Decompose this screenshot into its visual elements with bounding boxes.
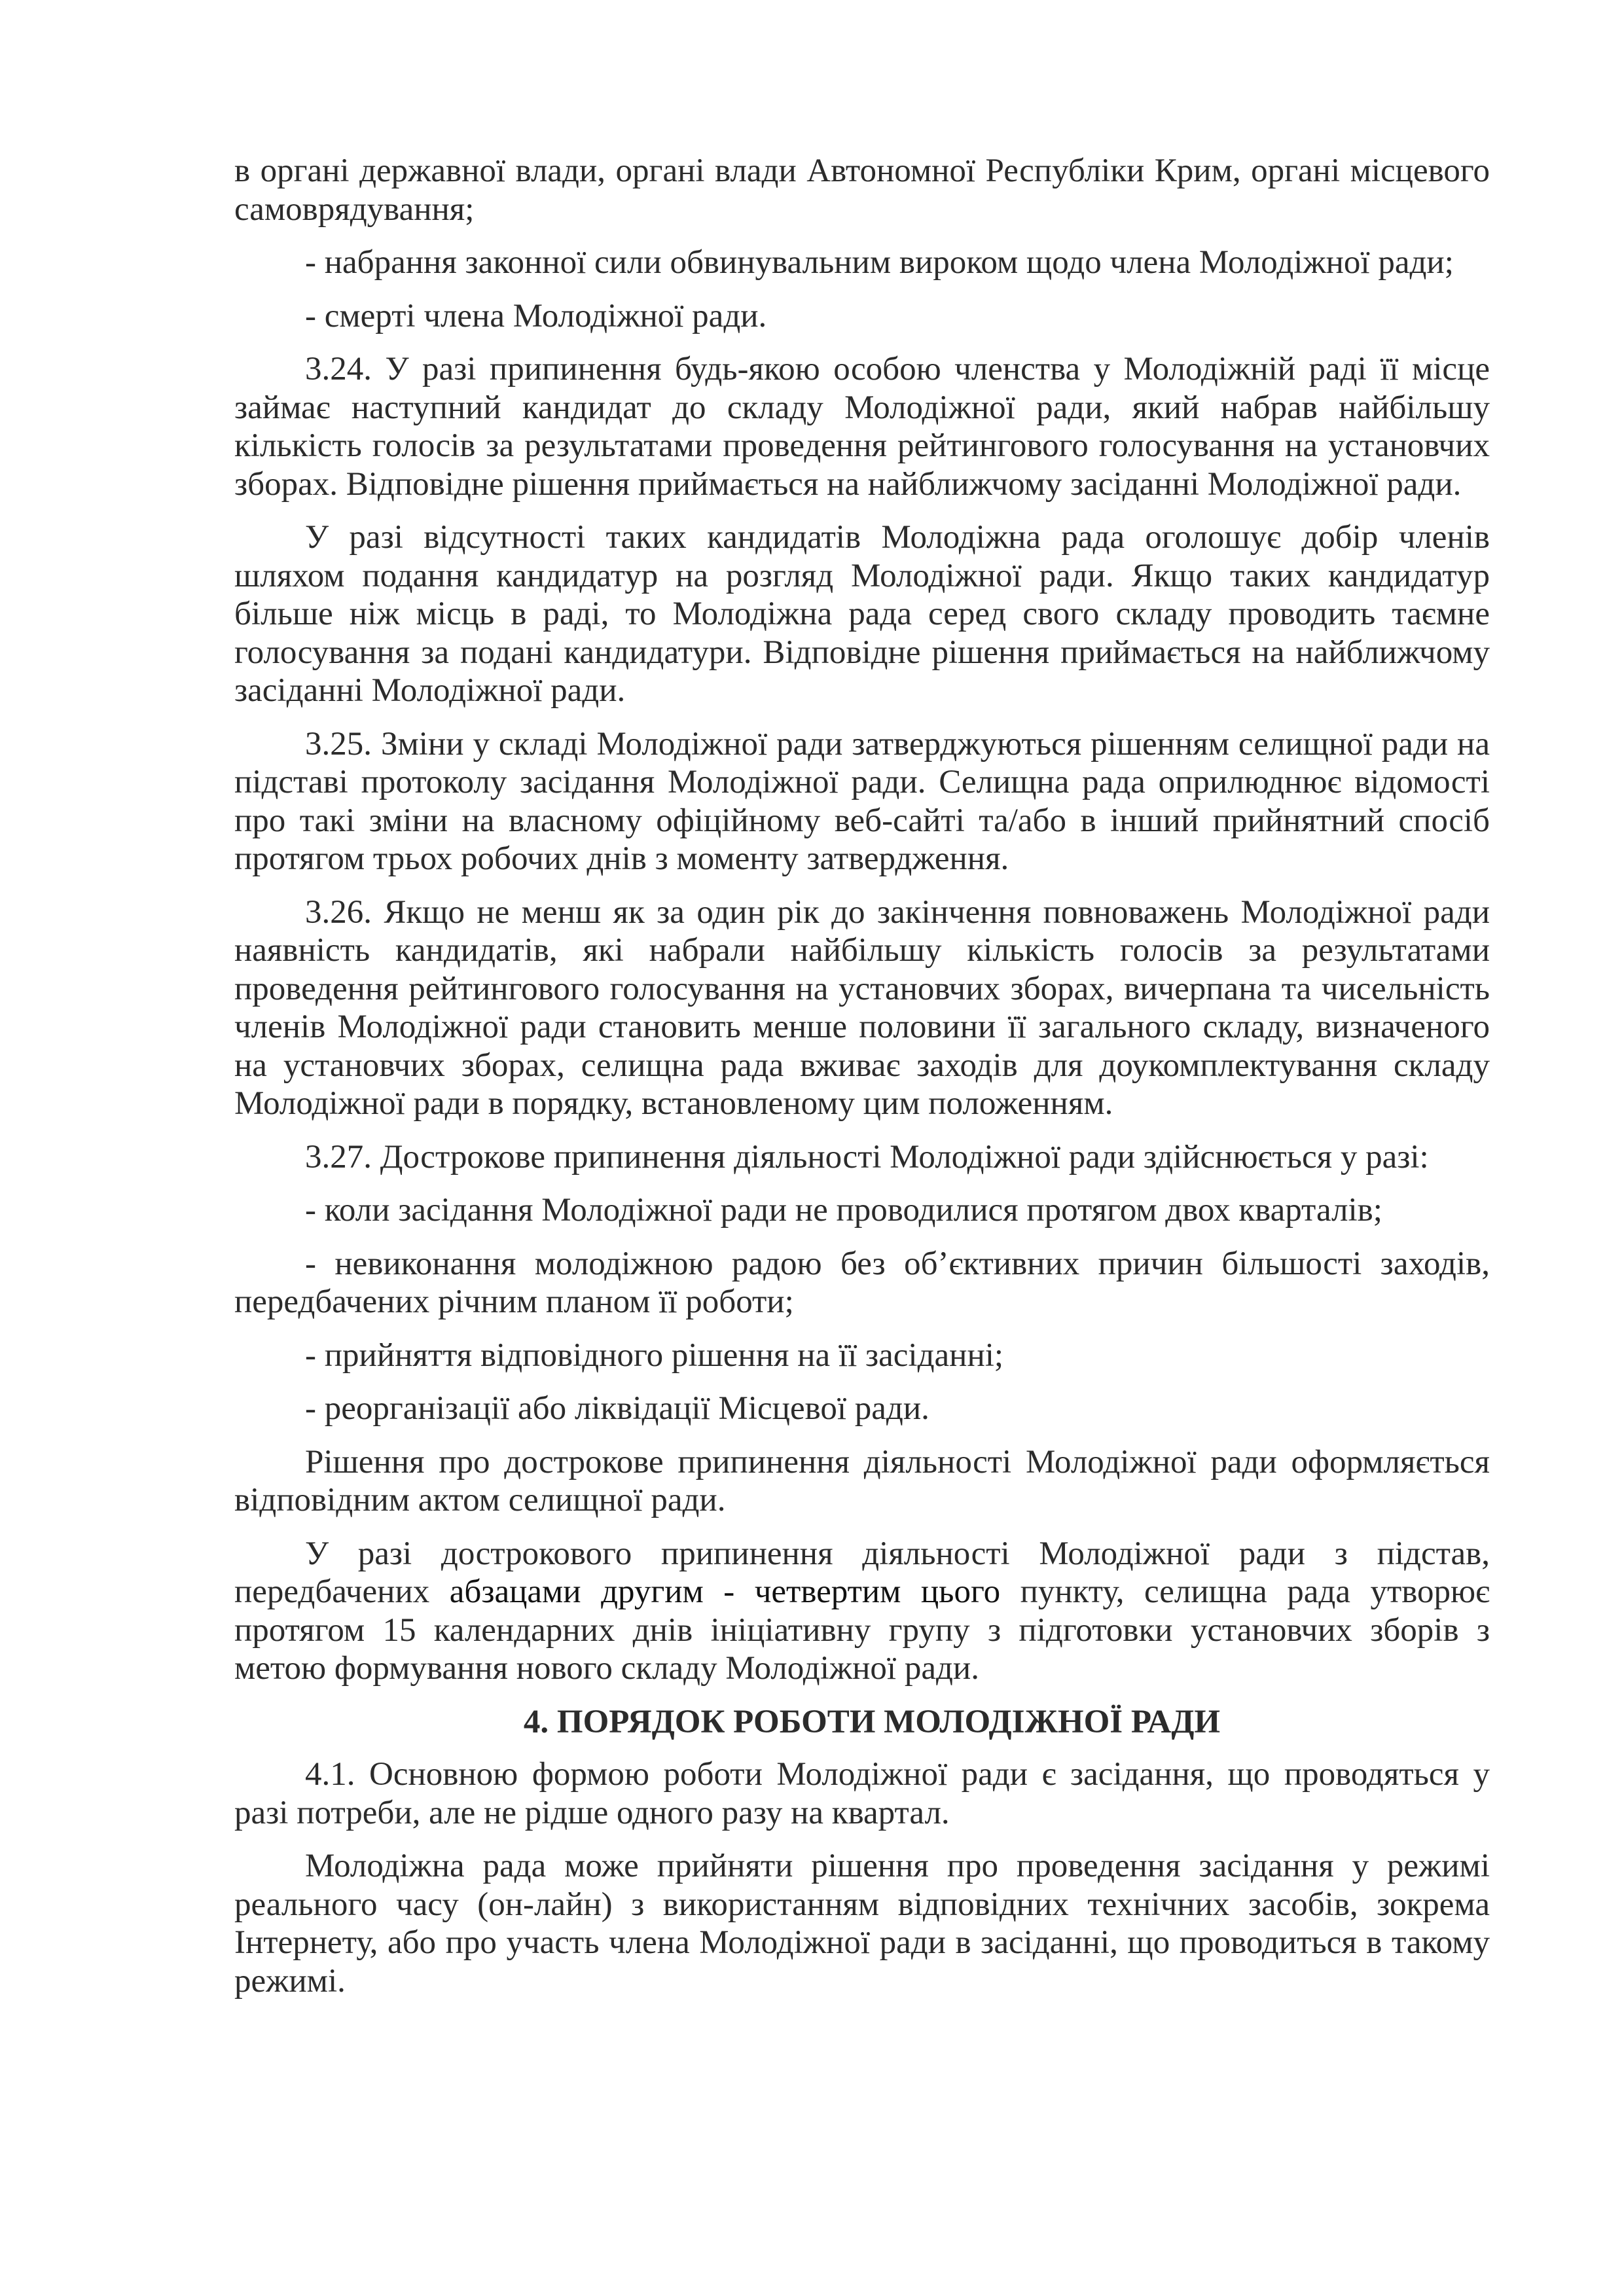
clause-3-27: 3.27. Дострокове припинення діяльності Молодіжної ради здійснюється у разі: [305, 1138, 1429, 1175]
paragraph-online-meetings: Молодіжна рада може прийняти рішення про проведення засідання у режимі реального часу (он-лайн) з використанням відповідних технічних засобів, зокрема Інтернету, або про участь члена Молодіжної ради в засіданні, що проводиться в такому режимі. [234, 1848, 1490, 2000]
clause-3-25: 3.25. Зміни у складі Молодіжної ради затверджуються рішенням селищної ради на підставі протоколу засідання Молодіжної ради. Селищна рада оприлюднює відомості про такі зміни на власному офіційному веб-сайті та/або в інший прийнятний спосіб протягом трьох робочих днів з моменту затвердження. [234, 725, 1490, 877]
paragraph-no-candidates: У разі відсутності таких кандидатів Молодіжна рада оголошує добір членів шляхом подання кандидатур на розгляд Молодіжної ради. Якщо таких кандидатур більше ніж місць в раді, то Молодіжна рада серед свого складу проводить таємне голосування за подані кандидатури. Відповідне рішення приймається на найближчому засіданні Молодіжної ради. [234, 519, 1490, 709]
clause-3-26: 3.26. Якщо не менш як за один рік до закінчення повноважень Молодіжної ради наявність кандидатів, які набрали найбільшу кількість голосів за результатами проведення рейтингового голосування на установчих зборах, вичерпана та чисельність членів Молодіжної ради становить менше половини її загального складу, визначеного на установчих зборах, селищна рада вживає заходів для доукомплектування складу Молодіжної ради в порядку, встановленому цим положенням. [234, 893, 1490, 1122]
paragraph-termination-act: Рішення про дострокове припинення діяльності Молодіжної ради оформляється відповідним актом селищної ради. [234, 1443, 1490, 1518]
text-span: пункту, селищна рада утворює протягом 15 календарних днів ініціативну групу з підготовки установчих зборів з метою формування нового складу Молодіжної ради. [234, 1573, 1490, 1687]
list-item-death: - смерті члена Молодіжної ради. [305, 297, 767, 334]
paragraph-continuation: в органі державної влади, органі влади Автономної Республіки Крим, органі місцевого самоврядування; [234, 152, 1490, 228]
list-item-own-decision: - прийняття відповідного рішення на її засіданні; [305, 1336, 1004, 1374]
clause-3-24: 3.24. У разі припинення будь-якою особою членства у Молодіжній раді її місце займає наступний кандидат до складу Молодіжної ради, який набрав найбільшу кількість голосів за результатами проведення рейтингового голосування на установчих зборах. Відповідне рішення приймається на найближчому засіданні Молодіжної ради. [234, 351, 1490, 503]
clause-4-1: 4.1. Основною формою роботи Молодіжної ради є засідання, що проводяться у разі потреби, але не рідше одного разу на квартал. [234, 1756, 1490, 1831]
list-item-no-meetings: - коли засідання Молодіжної ради не проводилися протягом двох кварталів; [305, 1192, 1382, 1229]
list-item-reorganization: - реорганізації або ліквідації Місцевої ради. [305, 1390, 929, 1427]
text-span: У разі дострокового припинення діяльності Молодіжної ради з підстав, передбачених [234, 1535, 1490, 1610]
paragraph-initiative-group [234, 1535, 1490, 1688]
document-page [234, 152, 1490, 2015]
list-item-non-fulfillment: - невиконання молодіжною радою без об’єктивних причин більшості заходів, передбачених річним планом її роботи; [234, 1245, 1490, 1320]
text-span-reference: абзацами другим - четвертим цього [449, 1573, 1001, 1610]
section-heading: 4. ПОРЯДОК РОБОТИ МОЛОДІЖНОЇ РАДИ [523, 1703, 1221, 1740]
list-item-conviction: - набрання законної сили обвинувальним вироком щодо члена Молодіжної ради; [305, 244, 1454, 281]
